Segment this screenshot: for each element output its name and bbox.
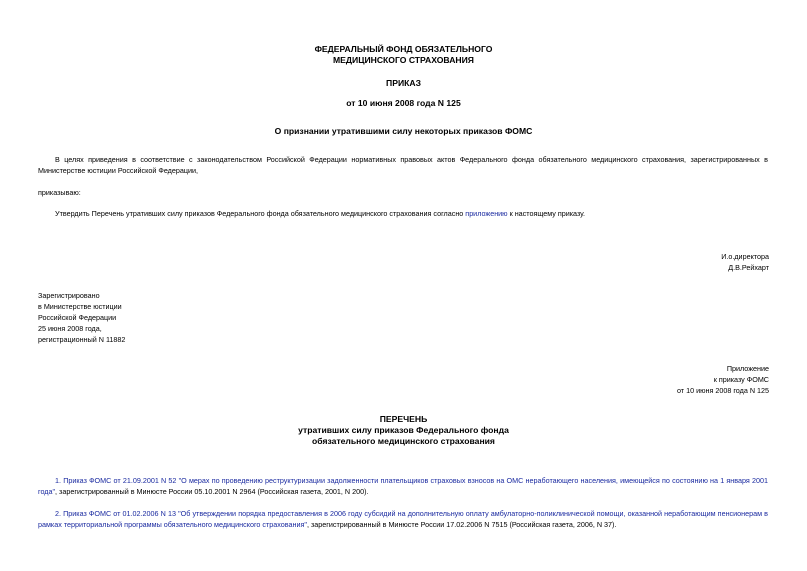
doc-type: ПРИКАЗ bbox=[386, 78, 421, 88]
appendix-ref-line3: от 10 июня 2008 года N 125 bbox=[676, 386, 769, 395]
order-word: приказываю: bbox=[38, 188, 81, 197]
org-name-line2: МЕДИЦИНСКОГО СТРАХОВАНИЯ bbox=[333, 55, 474, 65]
preamble-paragraph: В целях приведения в соответствие с законодательством Российской Федерации нормативных правовых актов Федерального фонда обязательного медицинского страхования, зарегистрированных в Министерстве юстиции Российской Федерации, bbox=[38, 155, 768, 175]
directive-text-before: Утвердить Перечень утративших силу приказов Федерального фонда обязательного медицинского страхования согласно bbox=[55, 209, 466, 218]
list-title-line2: утративших силу приказов Федерального фонда bbox=[298, 425, 509, 435]
list-item bbox=[38, 508, 768, 530]
list-title-line1: ПЕРЕЧЕНЬ bbox=[379, 414, 428, 424]
order-13-details: , зарегистрированный в Минюсте России 17.02.2006 N 7515 (Российская газета, 2006, N 37). bbox=[306, 520, 617, 529]
signature-name: Д.В.Рейхарт bbox=[728, 263, 769, 272]
directive-text-after: к настоящему приказу. bbox=[507, 209, 586, 218]
list-title-line3: обязательного медицинского страхования bbox=[312, 436, 495, 446]
doc-title: О признании утратившими силу некоторых приказов ФОМС bbox=[274, 126, 533, 136]
appendix-link[interactable]: приложению bbox=[465, 209, 508, 218]
doc-date: от 10 июня 2008 года N 125 bbox=[346, 98, 461, 108]
registration-block bbox=[38, 290, 125, 345]
registration-line4: 25 июня 2008 года, bbox=[38, 324, 102, 333]
list-item bbox=[38, 475, 768, 497]
order-52-link[interactable]: 1. Приказ ФОМС от 21.09.2001 N 52 "О мерах по проведению реструктуризации задолженности плательщиков страховых взносов на ОМС неработающего населения, имеющейся по состоянию на 1 января 2001 года" bbox=[38, 476, 768, 496]
signature-position: И.о.директора bbox=[721, 252, 769, 261]
registration-line3: Российской Федерации bbox=[38, 313, 117, 322]
order-13-link[interactable]: 2. Приказ ФОМС от 01.02.2006 N 13 "Об утверждении порядка предоставления в 2006 году субсидий на дополнительную оплату амбулаторно-поликлинической помощи, оказанной неработающим пенсионерам в рамках территориальной программы обязательного медицинского страхования" bbox=[38, 509, 768, 529]
appendix-reference bbox=[677, 363, 769, 396]
appendix-ref-line1: Приложение bbox=[726, 364, 769, 373]
appendix-ref-line2: к приказу ФОМС bbox=[713, 375, 769, 384]
signature-block bbox=[721, 251, 769, 273]
directive-paragraph bbox=[38, 208, 768, 219]
registration-line2: в Министерстве юстиции bbox=[38, 302, 122, 311]
registration-line1: Зарегистрировано bbox=[38, 291, 100, 300]
org-name-line1: ФЕДЕРАЛЬНЫЙ ФОНД ОБЯЗАТЕЛЬНОГО bbox=[314, 44, 493, 54]
order-52-details: , зарегистрированный в Минюсте России 05.10.2001 N 2964 (Российская газета, 2001, N 200). bbox=[55, 487, 369, 496]
registration-line5: регистрационный N 11882 bbox=[38, 335, 126, 344]
